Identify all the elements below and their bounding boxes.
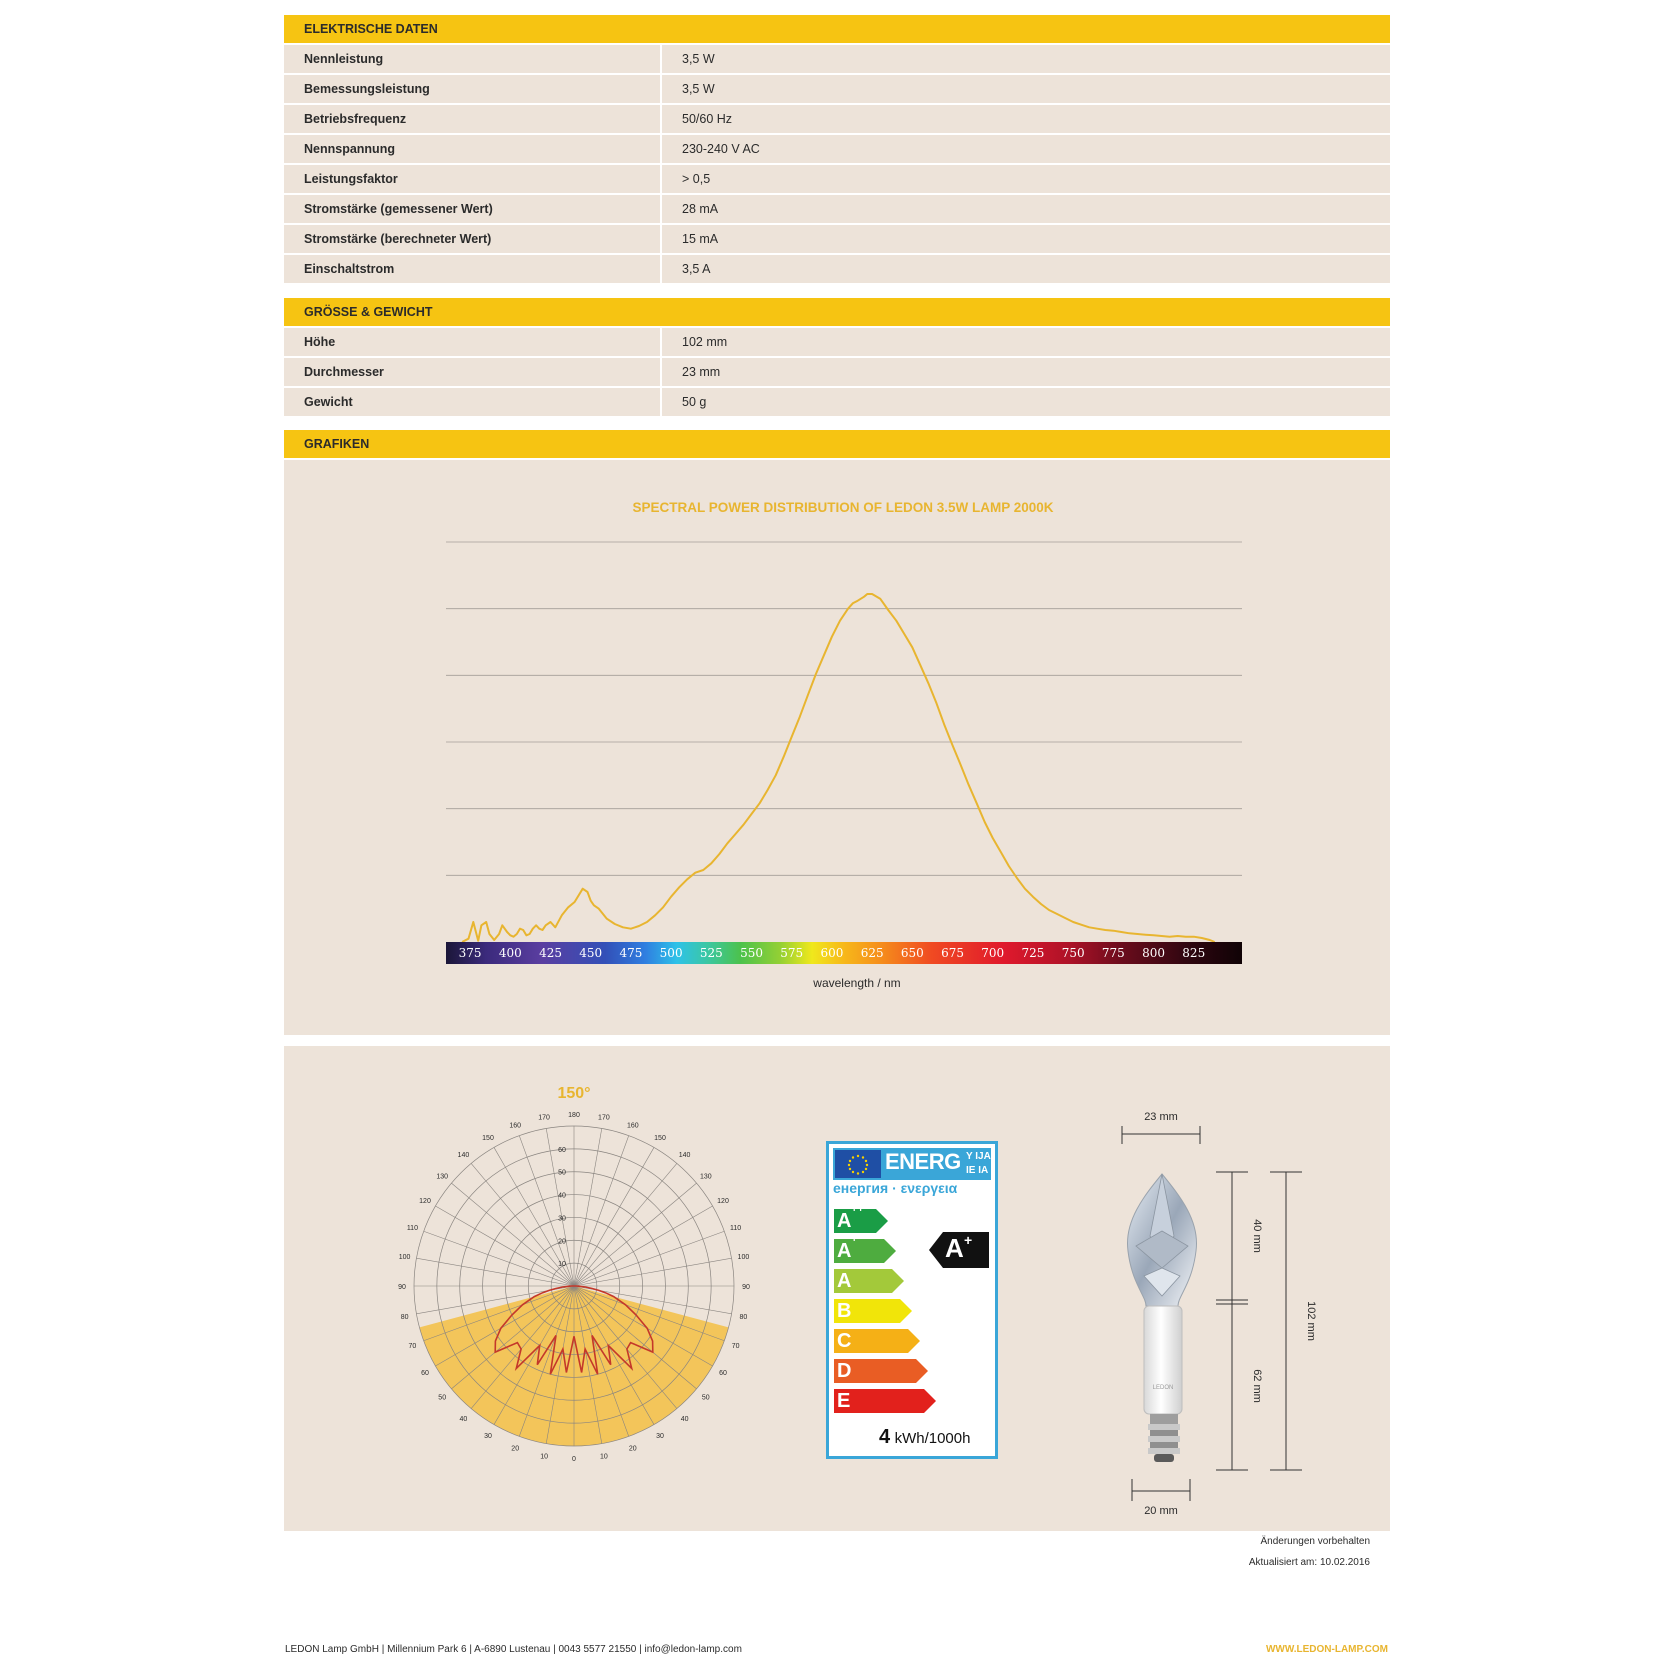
x-tick-label: 675 xyxy=(941,946,964,960)
section-header-graphics: GRAFIKEN xyxy=(284,430,1390,458)
table-row xyxy=(284,165,1390,193)
footer-address: LEDON Lamp GmbH | Millennium Park 6 | A-6890 Lustenau | 0043 5577 21550 | info@ledon-lamp.com xyxy=(285,1644,742,1655)
spec-label: Höhe xyxy=(284,328,662,356)
polar-angle-label: 120 xyxy=(419,1198,431,1205)
polar-angle-label: 10 xyxy=(600,1453,608,1461)
energy-rating-badge xyxy=(929,1232,989,1268)
dim-top-width: 23 mm xyxy=(1144,1111,1178,1123)
spec-label: Nennleistung xyxy=(284,45,662,73)
energy-class-arrow xyxy=(834,1269,904,1293)
energy-label-title: ENERG xyxy=(885,1149,961,1174)
energy-class-letter: D xyxy=(837,1360,852,1382)
size-weight-table xyxy=(284,328,1390,418)
polar-angle-label: 80 xyxy=(739,1313,748,1321)
lamp-base-e14 xyxy=(1148,1414,1180,1462)
bottom-graphics-panel xyxy=(284,1046,1390,1531)
energy-class-letter: A xyxy=(837,1270,852,1292)
polar-angle-label: 70 xyxy=(408,1342,417,1350)
x-tick-label: 750 xyxy=(1061,946,1085,960)
spec-value: 3,5 W xyxy=(682,82,715,96)
spec-value: 23 mm xyxy=(682,365,721,379)
energy-label-suffix-2: IE IA xyxy=(966,1165,989,1176)
electrical-data-table xyxy=(284,45,1390,285)
note-changes: Änderungen vorbehalten xyxy=(1260,1536,1370,1547)
polar-angle-label: 90 xyxy=(398,1284,406,1291)
spec-value: 3,5 A xyxy=(682,262,711,276)
polar-radial-label: 10 xyxy=(558,1261,566,1269)
energy-class-sup: ++ xyxy=(851,1203,864,1215)
x-tick-label: 500 xyxy=(659,946,683,960)
polar-angle-label: 110 xyxy=(406,1225,418,1233)
energy-class-sup: + xyxy=(851,1233,858,1245)
polar-angle-label: 80 xyxy=(400,1313,409,1321)
polar-angle-label: 100 xyxy=(398,1254,411,1262)
polar-spoke xyxy=(424,1231,574,1286)
x-tick-label: 825 xyxy=(1182,946,1206,960)
polar-angle-label: 160 xyxy=(509,1122,522,1130)
x-tick-label: 475 xyxy=(619,946,643,960)
energy-class-letter: C xyxy=(837,1330,852,1352)
polar-angle-label: 50 xyxy=(438,1394,447,1402)
spec-label: Bemessungsleistung xyxy=(284,75,662,103)
polar-angle-label: 20 xyxy=(511,1445,520,1453)
x-tick-label: 800 xyxy=(1142,946,1166,960)
spec-label: Durchmesser xyxy=(284,358,662,386)
polar-angle-label: 170 xyxy=(598,1114,610,1122)
polar-angle-label: 170 xyxy=(538,1114,550,1122)
energy-class-letter: B xyxy=(837,1300,852,1322)
polar-angle-label: 40 xyxy=(680,1415,689,1423)
energy-consumption xyxy=(879,1426,970,1449)
x-tick-label: 400 xyxy=(498,946,522,960)
table-row xyxy=(284,195,1390,223)
spec-value: 102 mm xyxy=(682,335,728,349)
spec-value: 50/60 Hz xyxy=(682,112,733,126)
polar-angle-label: 140 xyxy=(457,1152,470,1160)
energy-class-letter: A xyxy=(837,1210,852,1232)
spec-value: 230-240 V AC xyxy=(682,142,760,156)
polar-chart xyxy=(384,1046,750,1506)
x-tick-label: 425 xyxy=(539,946,562,960)
table-row xyxy=(284,328,1390,356)
spec-label: Stromstärke (berechneter Wert) xyxy=(284,225,662,253)
crystal-head-icon xyxy=(1127,1174,1196,1306)
spectral-chart-title: SPECTRAL POWER DISTRIBUTION OF LEDON 3.5W LAMP 2000K xyxy=(632,500,1054,515)
note-updated: Aktualisiert am: 10.02.2016 xyxy=(1248,1557,1370,1568)
table-row xyxy=(284,225,1390,253)
polar-angle-label: 100 xyxy=(737,1254,750,1262)
x-tick-label: 450 xyxy=(579,946,603,960)
x-tick-label: 550 xyxy=(740,946,763,960)
spec-label: Leistungsfaktor xyxy=(284,165,662,193)
polar-spoke xyxy=(574,1163,677,1286)
table-row xyxy=(284,255,1390,283)
polar-angle-label: 40 xyxy=(459,1415,468,1423)
polar-angle-label: 10 xyxy=(540,1453,548,1461)
spec-label: Stromstärke (gemessener Wert) xyxy=(284,195,662,223)
spec-label: Betriebsfrequenz xyxy=(284,105,662,133)
polar-angle-label: 30 xyxy=(656,1433,664,1440)
lamp-body xyxy=(1144,1306,1182,1414)
x-tick-label: 625 xyxy=(860,946,884,960)
x-tick-label: 575 xyxy=(780,946,804,960)
polar-angle-label: 0 xyxy=(572,1456,576,1463)
spec-value: > 0,5 xyxy=(682,172,711,186)
energy-class-arrow xyxy=(834,1233,896,1263)
energy-consumption-unit: kWh/1000h xyxy=(894,1430,971,1447)
polar-spoke xyxy=(574,1136,629,1286)
footer-website-link[interactable]: WWW.LEDON-LAMP.COM xyxy=(1265,1644,1388,1655)
table-row xyxy=(284,105,1390,133)
polar-angle-label: 150 xyxy=(482,1135,494,1142)
polar-radial-label: 30 xyxy=(558,1215,566,1223)
polar-angle-label: 130 xyxy=(699,1173,712,1181)
table-row xyxy=(284,75,1390,103)
polar-spoke xyxy=(451,1183,574,1286)
dim-base-width: 20 mm xyxy=(1144,1505,1178,1517)
energy-class-arrow xyxy=(834,1359,928,1383)
x-tick-label: 650 xyxy=(900,946,924,960)
spectral-chart-grid xyxy=(446,542,1242,875)
section-header-size-weight: GRÖSSE & GEWICHT xyxy=(284,298,1390,326)
spectral-chart xyxy=(284,460,1390,1035)
spectral-series-line xyxy=(462,594,1215,942)
spec-value: 3,5 W xyxy=(682,52,715,66)
x-tick-label: 525 xyxy=(699,946,723,960)
polar-angle-label: 90 xyxy=(742,1284,750,1291)
spectral-chart-x-label: wavelength / nm xyxy=(813,976,901,990)
spectral-chart-series xyxy=(462,594,1215,942)
table-row xyxy=(284,388,1390,416)
x-tick-label: 725 xyxy=(1021,946,1045,960)
x-tick-label: 375 xyxy=(458,946,482,960)
polar-chart-title: 150° xyxy=(557,1085,591,1102)
polar-angle-label: 120 xyxy=(717,1198,729,1205)
energy-label xyxy=(826,1141,998,1459)
polar-angle-label: 150 xyxy=(654,1135,666,1142)
spectral-chart-panel xyxy=(284,460,1390,1035)
energy-class-arrow xyxy=(834,1329,920,1353)
spec-label: Nennspannung xyxy=(284,135,662,163)
polar-angle-label: 60 xyxy=(719,1370,727,1377)
energy-rating-letter: A xyxy=(945,1233,964,1263)
spec-value: 15 mA xyxy=(682,232,719,246)
dim-crystal-height: 40 mm xyxy=(1251,1219,1263,1253)
eu-flag-icon xyxy=(835,1150,881,1178)
spec-value: 50 g xyxy=(682,395,707,409)
x-tick-label: 600 xyxy=(820,946,844,960)
polar-radial-label: 20 xyxy=(558,1238,566,1246)
polar-angle-label: 20 xyxy=(628,1445,637,1453)
table-row xyxy=(284,358,1390,386)
polar-radial-label: 60 xyxy=(558,1146,566,1154)
polar-angle-label: 70 xyxy=(731,1342,740,1350)
energy-rating-sup: + xyxy=(964,1232,973,1248)
section-header-electrical: ELEKTRISCHE DATEN xyxy=(284,15,1390,43)
energy-consumption-value: 4 xyxy=(879,1426,891,1448)
polar-angle-label: 60 xyxy=(421,1370,429,1377)
polar-angle-label: 140 xyxy=(678,1152,691,1160)
polar-radial-label: 50 xyxy=(558,1169,566,1177)
polar-angle-label: 30 xyxy=(484,1433,492,1440)
spec-label: Einschaltstrom xyxy=(284,255,662,283)
energy-label-subtitle: енергия · ενεργεια xyxy=(833,1180,958,1196)
dim-total-height: 102 mm xyxy=(1305,1301,1317,1341)
polar-angle-label: 130 xyxy=(436,1173,449,1181)
spec-value: 28 mA xyxy=(682,202,719,216)
polar-spoke xyxy=(574,1183,697,1286)
polar-spoke xyxy=(574,1231,724,1286)
polar-radial-label: 40 xyxy=(558,1192,566,1200)
energy-label-suffix-1: Y IJA xyxy=(966,1151,991,1162)
energy-class-arrow xyxy=(834,1299,912,1323)
energy-label-header xyxy=(833,1148,991,1180)
lamp-brand-print: LEDON xyxy=(1152,1385,1174,1391)
energy-class-letter: E xyxy=(837,1390,851,1412)
polar-angle-label: 110 xyxy=(730,1225,742,1233)
energy-class-arrow xyxy=(834,1389,936,1413)
energy-class-letter: A xyxy=(837,1240,852,1262)
polar-angle-label: 180 xyxy=(568,1112,580,1119)
polar-angle-label: 50 xyxy=(701,1394,710,1402)
lamp-dimension-drawing xyxy=(1084,1046,1384,1517)
table-row xyxy=(284,135,1390,163)
x-tick-label: 700 xyxy=(981,946,1005,960)
energy-class-arrow xyxy=(834,1203,888,1233)
x-tick-label: 775 xyxy=(1101,946,1125,960)
polar-angle-label: 160 xyxy=(626,1122,639,1130)
table-row xyxy=(284,45,1390,73)
dim-base-height: 62 mm xyxy=(1251,1369,1263,1403)
spec-label: Gewicht xyxy=(284,388,662,416)
